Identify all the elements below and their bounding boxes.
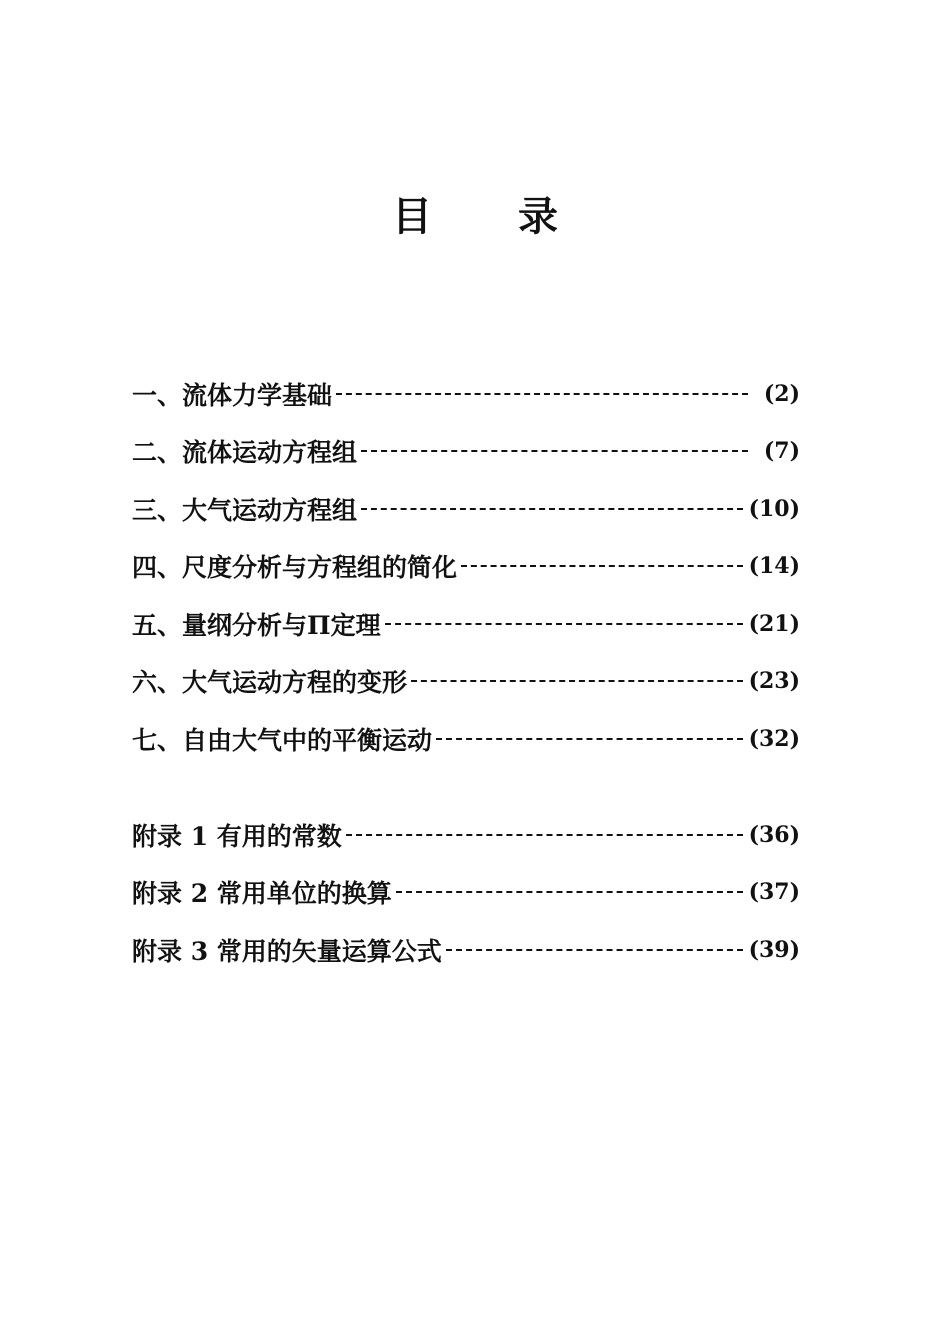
- toc-entry-chapter-1[interactable]: [132, 365, 800, 423]
- toc-entry-label: 七、自由大气中的平衡运动: [132, 725, 433, 755]
- toc-entry-chapter-3[interactable]: [132, 480, 800, 538]
- dash-leader: [361, 508, 743, 510]
- toc-entry-chapter-5[interactable]: [132, 595, 800, 653]
- dash-leader: [461, 565, 743, 567]
- toc-entry-label: 四、尺度分析与方程组的简化: [132, 553, 458, 583]
- toc-entry-label: 附录 1 有用的常数: [132, 821, 342, 851]
- toc-entry-appendix-3[interactable]: [132, 921, 800, 979]
- toc-entry-appendix-1[interactable]: [132, 806, 800, 864]
- toc-entry-label: 六、大气运动方程的变形: [132, 668, 408, 698]
- toc-entry-page: (2): [763, 380, 800, 407]
- table-of-contents: [132, 365, 800, 768]
- toc-entry-chapter-2[interactable]: [132, 423, 800, 481]
- toc-entry-appendix-2[interactable]: [132, 864, 800, 922]
- dash-leader: [385, 623, 743, 625]
- toc-entry-label: 附录 2 常用单位的换算: [132, 879, 392, 909]
- toc-entry-label: 三、大气运动方程组: [132, 495, 358, 525]
- toc-entry-chapter-7[interactable]: [132, 710, 800, 768]
- dash-leader: [446, 949, 743, 951]
- toc-entry-page: (37): [748, 879, 800, 906]
- toc-entry-label: 五、量纲分析与Π定理: [132, 610, 381, 640]
- appendix-list: [132, 806, 800, 979]
- toc-entry-label: 一、流体力学基础: [132, 380, 333, 410]
- toc-entry-chapter-6[interactable]: [132, 653, 800, 711]
- toc-entry-page: (14): [748, 553, 800, 580]
- toc-entry-label: 二、流体运动方程组: [132, 438, 358, 468]
- toc-entry-page: (10): [748, 495, 800, 522]
- dash-leader: [361, 450, 748, 452]
- toc-entry-page: (23): [748, 668, 800, 695]
- toc-entry-label: 附录 3 常用的矢量运算公式: [132, 936, 442, 966]
- dash-leader: [336, 393, 748, 395]
- page-title: 目 录: [392, 193, 594, 240]
- dash-leader: [346, 834, 743, 836]
- toc-entry-page: (7): [763, 438, 800, 465]
- toc-entry-page: (39): [748, 936, 800, 963]
- toc-entry-page: (21): [748, 610, 800, 637]
- toc-entry-page: (32): [748, 725, 800, 752]
- dash-leader: [396, 891, 743, 893]
- dash-leader: [411, 680, 743, 682]
- toc-entry-chapter-4[interactable]: [132, 538, 800, 596]
- dash-leader: [436, 738, 743, 740]
- toc-entry-page: (36): [748, 821, 800, 848]
